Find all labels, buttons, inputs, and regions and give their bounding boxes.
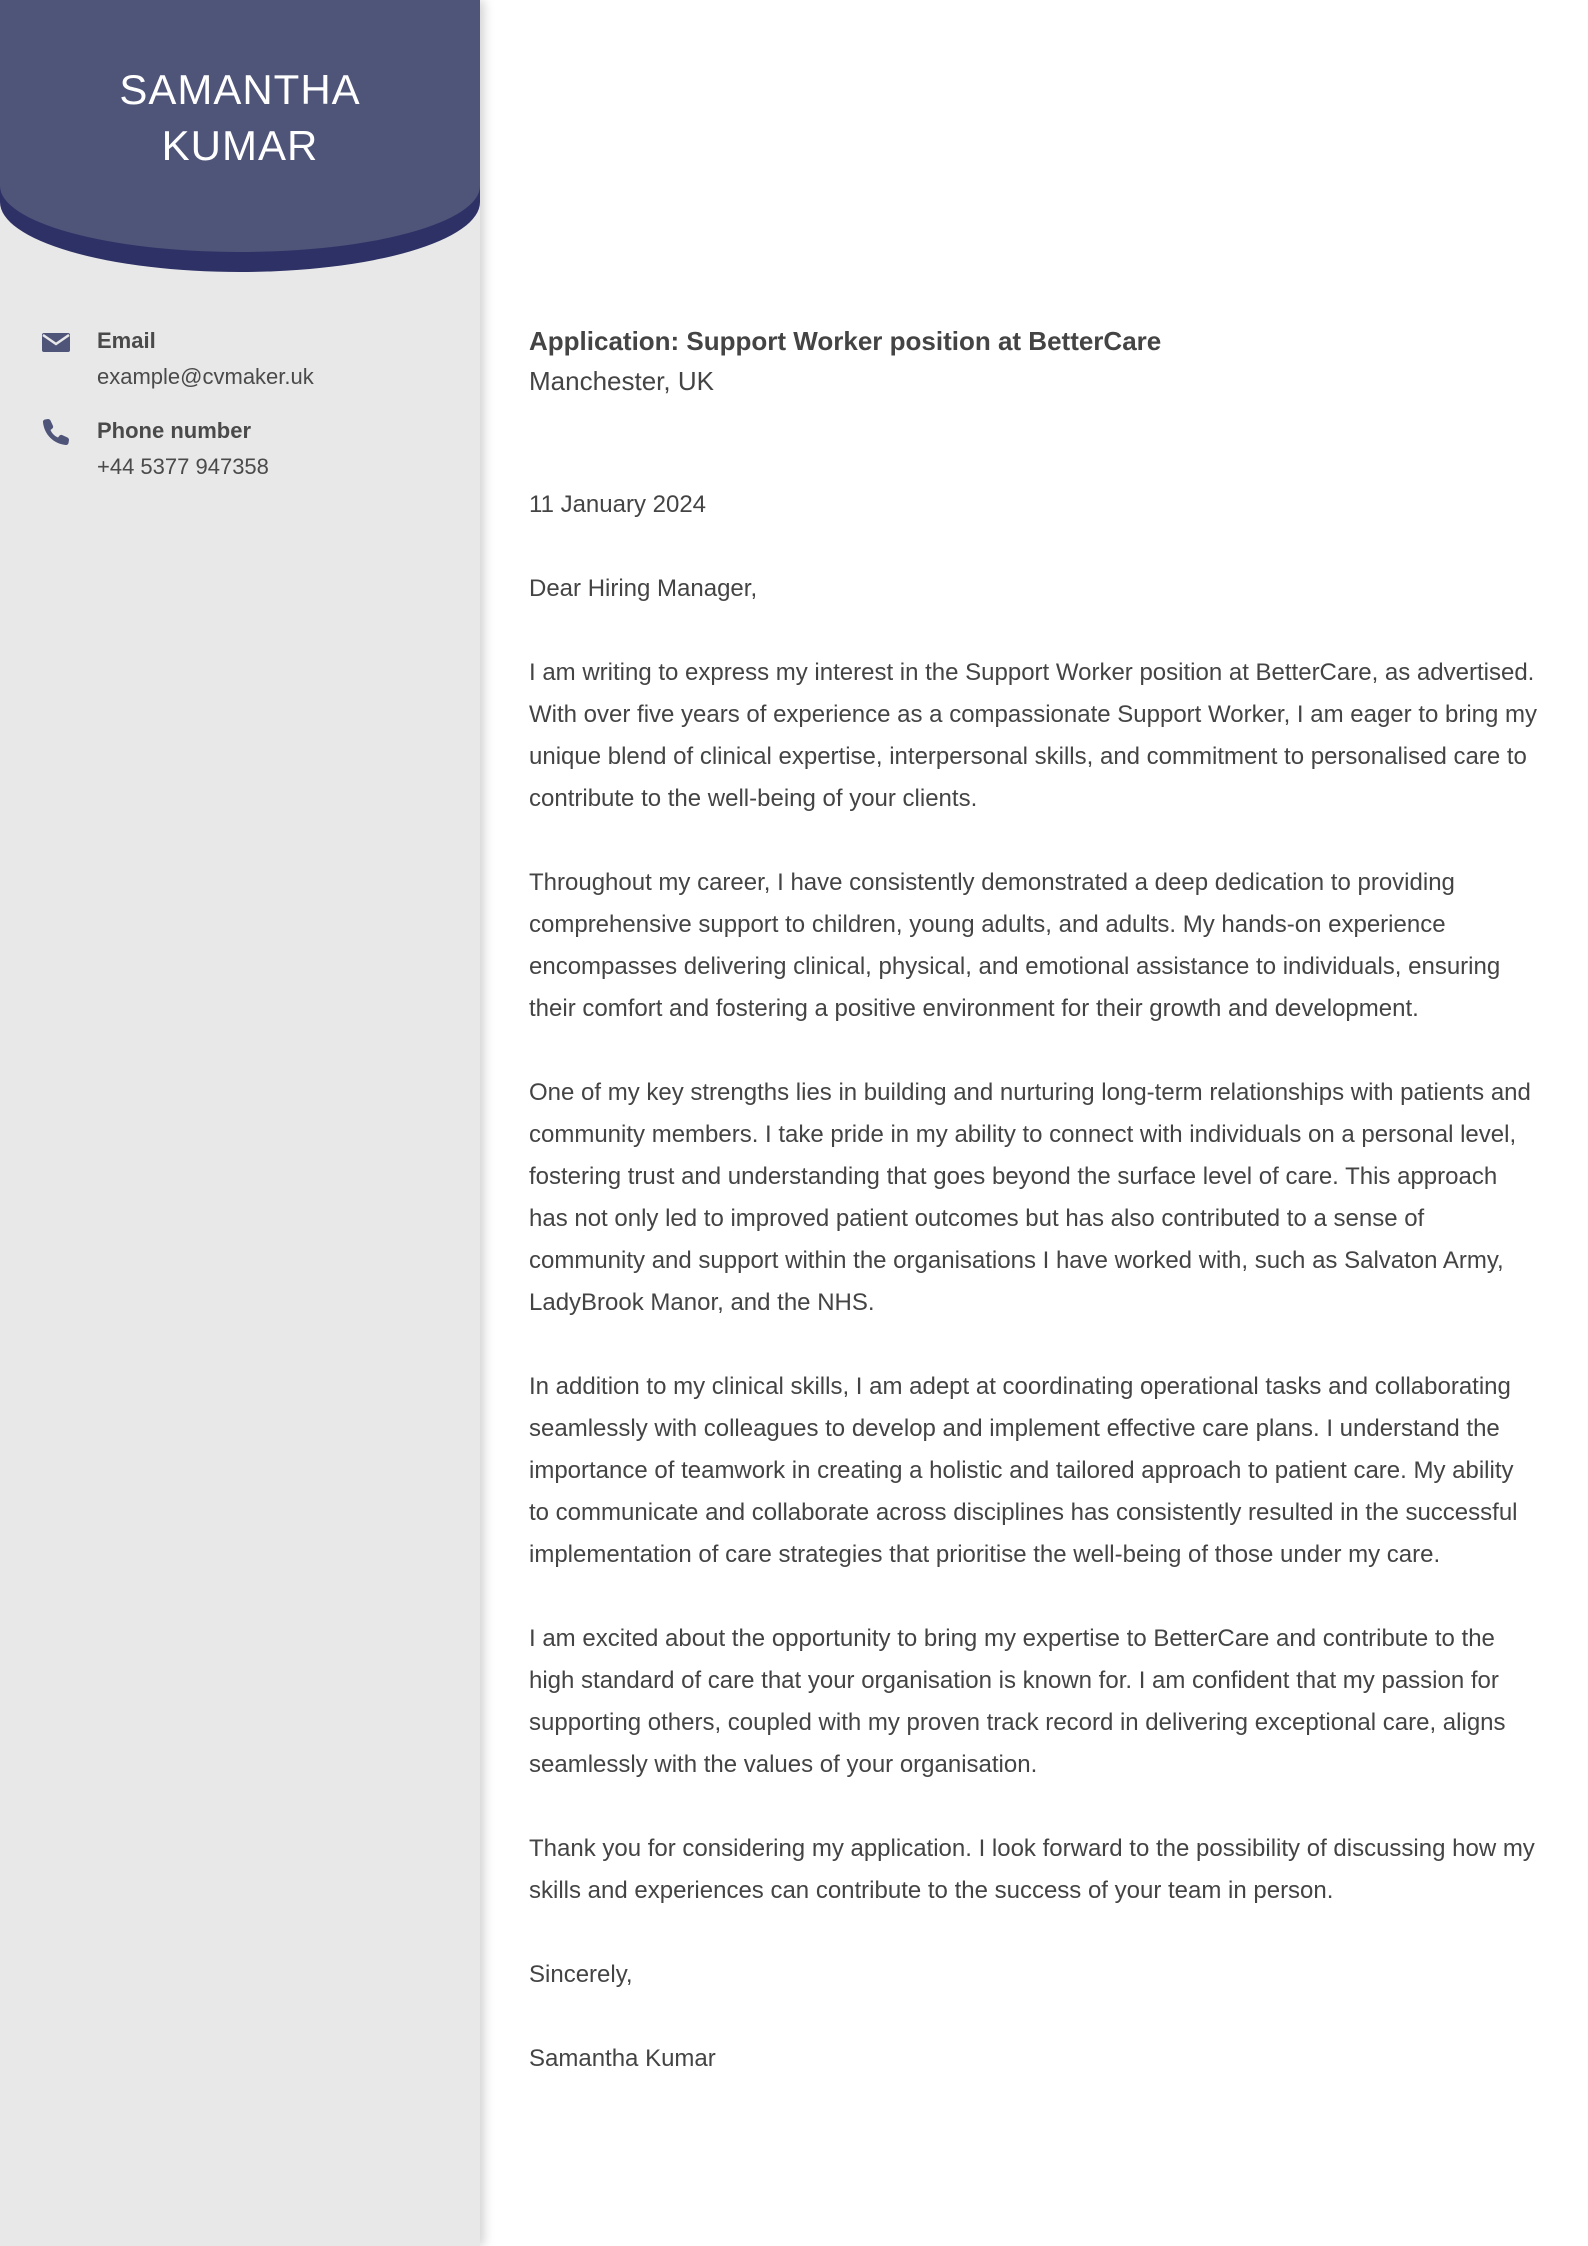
header-band-inner: [0, 0, 480, 252]
letter-location: Manchester, UK: [529, 366, 714, 396]
email-value[interactable]: example@cvmaker.uk: [97, 364, 314, 389]
phone-value[interactable]: +44 5377 947358: [97, 454, 269, 479]
letter-subject: Application: Support Worker position at BetterCare: [529, 326, 1162, 356]
candidate-name: [0, 62, 480, 174]
phone-icon: [40, 416, 72, 448]
email-label: Email: [97, 328, 156, 353]
letter-closing: Sincerely,: [529, 1961, 633, 1988]
letter-paragraph: I am excited about the opportunity to bring my expertise to BetterCare and contribute to the high standard of care that your organisation is known for. I am confident that my passion for supporting others, coupled with my proven track record in delivering exceptional care, aligns seamlessly with the values of your organisation.: [529, 1625, 1506, 1778]
letter-date: 11 January 2024: [529, 491, 707, 518]
letter-salutation: Dear Hiring Manager,: [529, 575, 758, 602]
sidebar: [0, 0, 480, 2246]
candidate-name-text: SAMANTHA KUMAR: [119, 66, 361, 169]
letter-paragraph: Throughout my career, I have consistently demonstrated a deep dedication to providing comprehensive support to children, young adults, and adults. My hands-on experience encompasses delivering clinical, physical, and emotional assistance to individuals, ensuring their comfort and fostering a positive environment for their growth and development.: [529, 869, 1501, 1022]
phone-label: Phone number: [97, 418, 252, 443]
letter-signature: Samantha Kumar: [529, 2045, 716, 2072]
letter-paragraph: Thank you for considering my application. I look forward to the possibility of discussing how my skills and experiences can contribute to the success of your team in person.: [529, 1835, 1535, 1904]
header-band: [0, 0, 480, 272]
letter-paragraph: One of my key strengths lies in building and nurturing long-term relationships with patients and community members. I take pride in my ability to connect with individuals on a personal level, fostering trust and understanding that goes beyond the surface level of care. This approach has not only led to improved patient outcomes but has also contributed to a sense of community and support within the organisations I have worked with, such as Salvaton Army, LadyBrook Manor, and the NHS.: [529, 1079, 1531, 1316]
letter-paragraph: I am writing to express my interest in the Support Worker position at BetterCare, as advertised. With over five years of experience as a compassionate Support Worker, I am eager to bring my unique blend of clinical expertise, interpersonal skills, and commitment to personalised care to contribute to the well-being of your clients.: [529, 659, 1538, 812]
letter-content: [529, 484, 1539, 2122]
envelope-icon: [40, 326, 72, 358]
letter-paragraph: In addition to my clinical skills, I am adept at coordinating operational tasks and collaborating seamlessly with colleagues to develop and implement effective care plans. I understand the importance of teamwork in creating a holistic and tailored approach to patient care. My ability to communicate and collaborate across disciplines has consistently resulted in the successful implementation of care strategies that prioritise the well-being of those under my care.: [529, 1373, 1518, 1568]
